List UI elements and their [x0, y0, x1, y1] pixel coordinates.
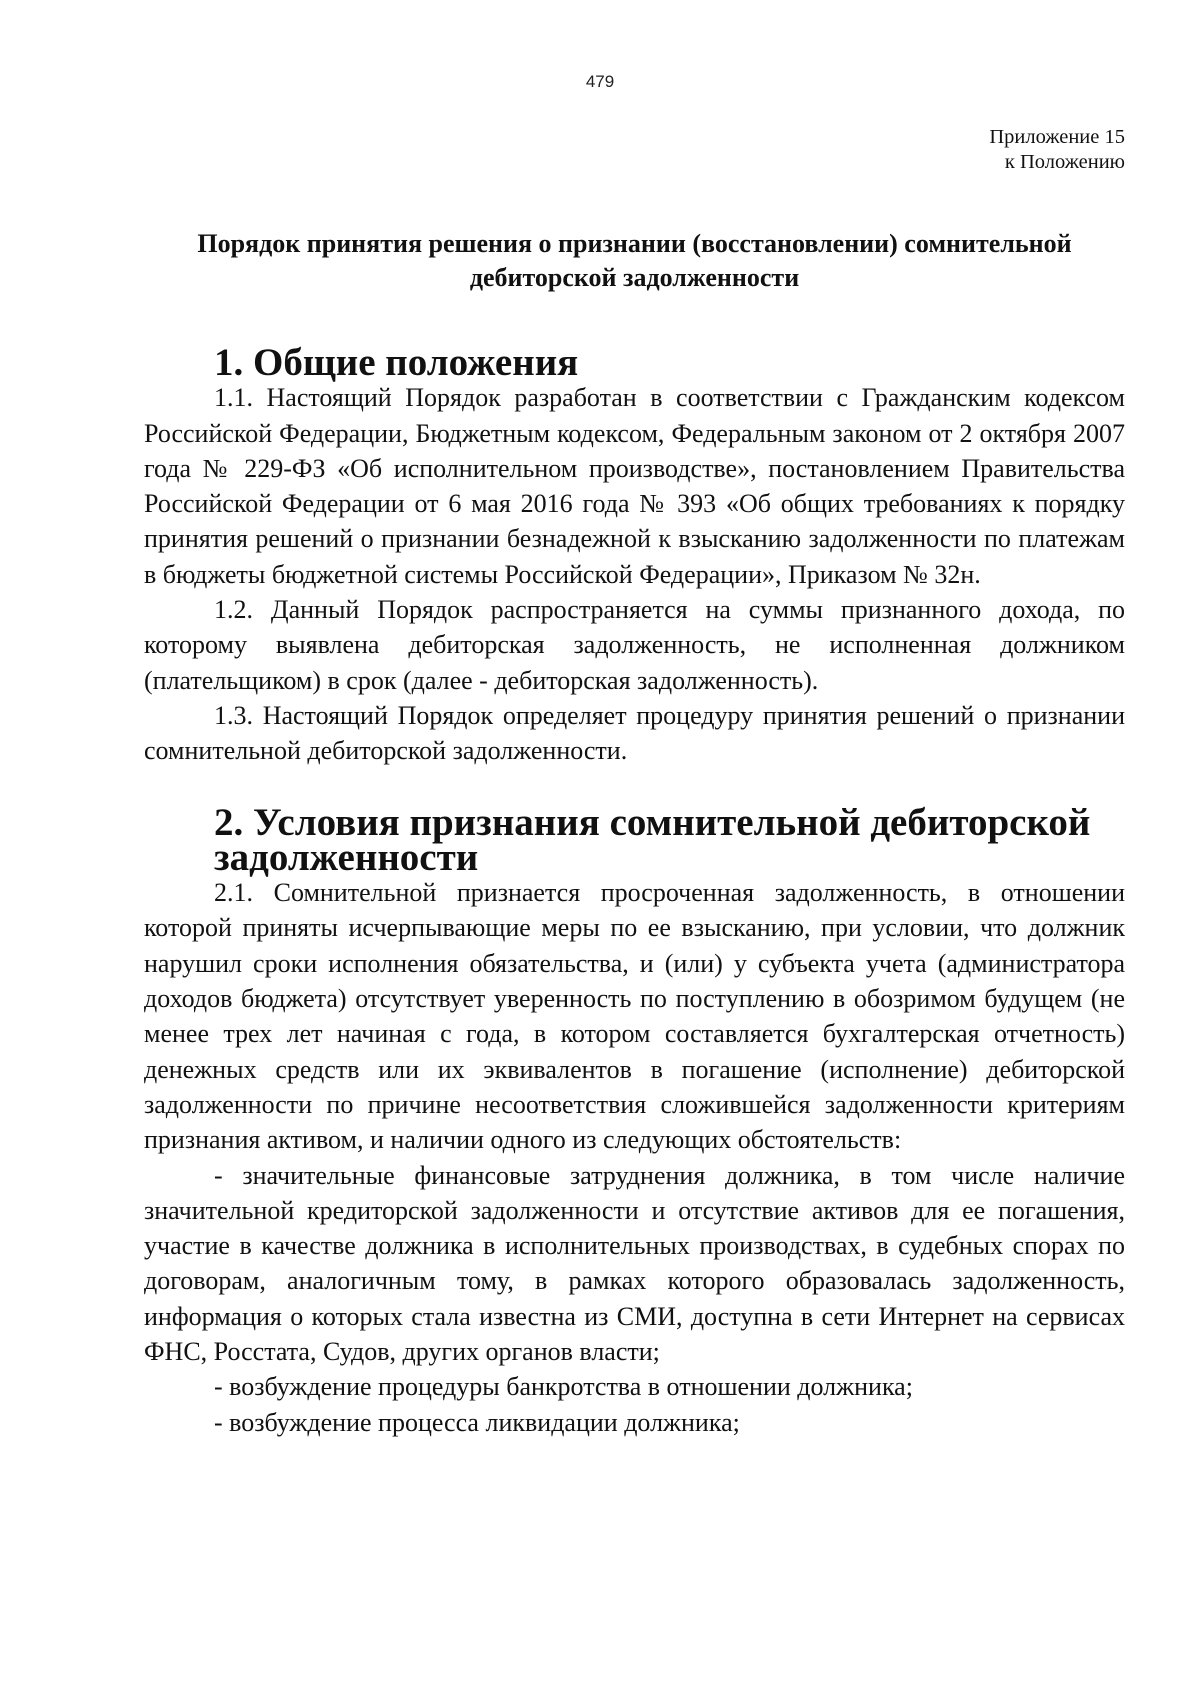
list-item-liquidation: - возбуждение процесса ликвидации должника;: [214, 1407, 740, 1437]
appendix-note: [144, 125, 1125, 175]
document-title: Порядок принятия решения о признании (восстановлении) сомнительной дебиторской задолженности: [197, 229, 1072, 292]
list-item-financial-difficulties: - значительные финансовые затруднения должника, в том числе наличие значительной кредиторской задолженности и отсутствие активов для ее погашения, участие в качестве должника в исполнительных производствах, в судебных спорах по договорам, аналогичным тому, в рамках которого образовалась задолженность, информация о которых стала известна из СМИ, доступна в сети Интернет на сервисах ФНС, Росстата, Судов, других органов власти;: [144, 1160, 1125, 1367]
document-body: [144, 125, 1125, 1440]
appendix-line-2: к Положению: [1004, 151, 1125, 173]
paragraph-2-1: 2.1. Сомнительной признается просроченная задолженность, в отношении которой приняты исчерпывающие меры по ее взысканию, при условии, что должник нарушил сроки исполнения обязательства, и (или) у субъекта учета (администратора доходов бюджета) отсутствует уверенность по поступлению в обозримом будущем (не менее трех лет начиная с года, в котором составляется бухгалтерская отчетность) денежных средств или их эквивалентов в погашение (исполнение) дебиторской задолженности по причине несоответствия сложившейся задолженности критериям признания активом, и наличии одного из следующих обстоятельств:: [144, 878, 1125, 1155]
paragraph-1-3: 1.3. Настоящий Порядок определяет процедуру принятия решений о признании сомнительной дебиторской задолженности.: [144, 700, 1125, 766]
list-item-bankruptcy: - возбуждение процедуры банкротства в отношении должника;: [214, 1372, 913, 1402]
paragraph-1-2: 1.2. Данный Порядок распространяется на суммы признанного дохода, по которому выявлена дебиторская задолженность, не исполненная должником (плательщиком) в срок (далее - дебиторская задолженность).: [144, 595, 1125, 695]
page-number: 479: [585, 72, 615, 91]
section-2-heading: 2. Условия признания сомнительной дебиторской задолженности: [214, 800, 1091, 879]
appendix-line-1: Приложение 15: [989, 126, 1125, 148]
section-1-heading: 1. Общие положения: [214, 341, 579, 384]
paragraph-1-1: 1.1. Настоящий Порядок разработан в соответствии с Гражданским кодексом Российской Федерации, Бюджетным кодексом, Федеральным законом от 2 октября 2007 года № 229-ФЗ «Об исполнительном производстве», постановлением Правительства Российской Федерации от 6 мая 2016 года № 393 «Об общих требованиях к порядку принятия решений о признании безнадежной к взысканию задолженности по платежам в бюджеты бюджетной системы Российской Федерации», Приказом № 32н.: [144, 383, 1125, 589]
